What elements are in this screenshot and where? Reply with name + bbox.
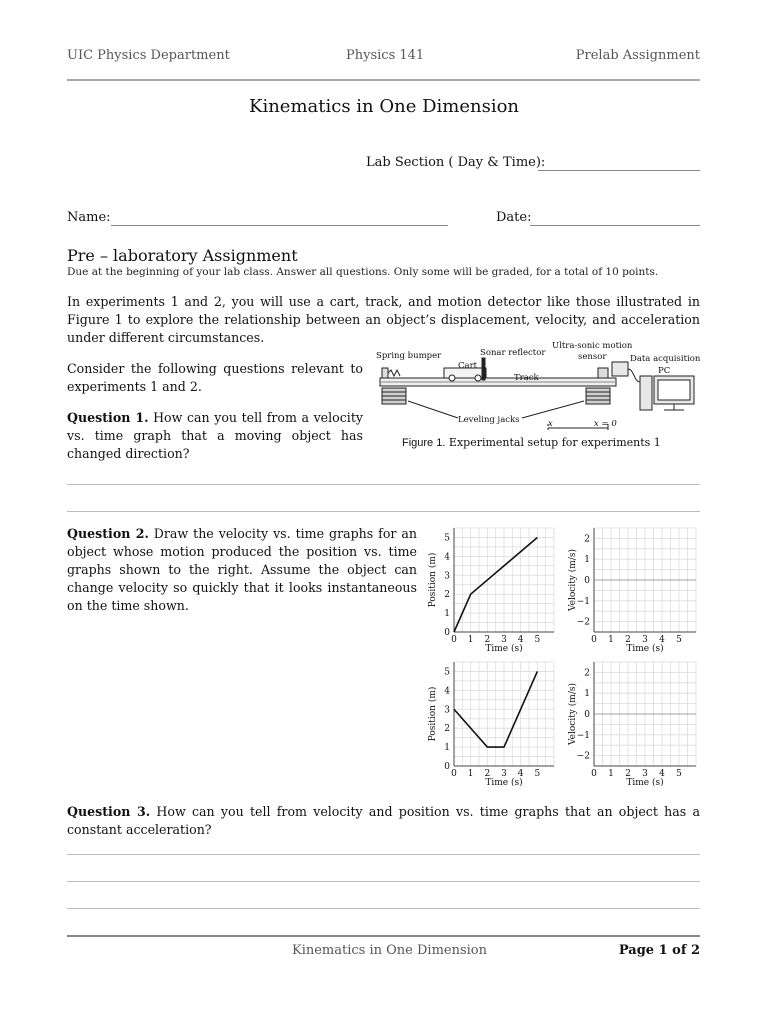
x-tick-label: 0 — [591, 635, 597, 645]
label-x0: x = 0 — [594, 419, 617, 429]
header-assignment: Prelab Assignment — [575, 48, 700, 63]
graph-velocity-1[interactable] — [564, 520, 700, 652]
x-tick-label: 0 — [591, 769, 597, 779]
y-axis-label: Velocity (m/s) — [568, 683, 578, 745]
header-department: UIC Physics Department — [67, 48, 230, 63]
x-axis-label: Time (s) — [485, 778, 523, 786]
question-1 — [67, 409, 363, 463]
date-label: Date: — [496, 210, 532, 225]
question-3-text: How can you tell from velocity and position vs. time graphs that an object has a constant acceleration? — [67, 804, 700, 837]
label-ultrasonic: Ultra-sonic motion — [552, 341, 633, 351]
x-axis-label: Time (s) — [626, 644, 664, 652]
consider-text: Consider the following questions relevant to experiments 1 and 2. — [67, 361, 363, 394]
x-tick-label: 5 — [676, 769, 682, 779]
question-2 — [67, 525, 417, 615]
name-label: Name: — [67, 210, 111, 225]
x-tick-label: 3 — [501, 635, 507, 645]
x-tick-label: 0 — [451, 769, 457, 779]
y-tick-label: 2 — [444, 590, 450, 601]
footer-title: Kinematics in One Dimension — [292, 943, 487, 958]
label-leveling-jacks: Leveling jacks — [458, 415, 520, 425]
section-heading: Pre – laboratory Assignment — [67, 246, 298, 265]
y-tick-label: 1 — [444, 743, 450, 754]
date-field[interactable] — [530, 225, 700, 226]
x-tick-label: 1 — [608, 769, 614, 779]
x-tick-label: 2 — [625, 769, 631, 779]
due-note: Due at the beginning of your lab class. Answer all questions. Only some will be graded, for a total of 10 points. — [67, 266, 659, 278]
graph-velocity-2[interactable] — [564, 654, 700, 786]
y-tick-label: −2 — [576, 617, 590, 628]
y-tick-label: 1 — [584, 555, 590, 566]
footer-rule — [67, 935, 700, 937]
figure-1-diagram — [372, 338, 702, 430]
answer-line[interactable] — [67, 881, 700, 882]
question-2-text: Draw the velocity vs. time graphs for an object whose motion produced the position vs. time graphs shown to the right. Assume the object can change velocity so quickly that it looks instantaneous on the time shown. — [67, 526, 417, 613]
x-tick-label: 4 — [517, 635, 524, 645]
label-sensor: sensor — [578, 352, 607, 362]
label-track: Track — [514, 373, 539, 383]
header-course: Physics 141 — [346, 48, 425, 63]
header-rule — [67, 79, 700, 81]
y-tick-label: 0 — [584, 710, 590, 720]
x-tick-label: 3 — [642, 635, 648, 645]
y-tick-label: −2 — [576, 751, 590, 762]
figure-1-caption — [402, 436, 661, 449]
y-tick-label: 0 — [444, 762, 450, 772]
y-tick-label: 3 — [444, 571, 450, 582]
figure-1-caption-label: Figure 1. — [402, 437, 446, 449]
x-tick-label: 3 — [642, 769, 648, 779]
x-tick-label: 4 — [659, 769, 665, 779]
answer-line[interactable] — [67, 511, 700, 512]
graph-position-2 — [424, 654, 558, 786]
answer-line[interactable] — [67, 854, 700, 855]
question-1-text: How can you tell from a velocity vs. time graph that a moving object has changed direction? — [67, 410, 363, 461]
label-pc: PC — [658, 366, 671, 376]
lab-section-label: Lab Section ( Day & Time): — [366, 155, 546, 170]
y-tick-label: 1 — [584, 689, 590, 700]
y-tick-label: 2 — [584, 668, 590, 679]
x-tick-label: 3 — [501, 769, 507, 779]
figure-1-caption-text: Experimental setup for experiments 1 — [448, 436, 661, 449]
x-tick-label: 5 — [676, 635, 682, 645]
x-tick-label: 5 — [534, 635, 541, 645]
lab-section-field[interactable] — [538, 170, 700, 171]
page-number: Page 1 of 2 — [618, 943, 700, 958]
question-1-label: Question 1. — [67, 410, 149, 425]
x-tick-label: 0 — [451, 635, 457, 645]
x-tick-label: 2 — [484, 769, 491, 779]
x-tick-label: 5 — [534, 769, 541, 779]
question-3-label: Question 3. — [67, 804, 151, 819]
y-tick-label: 1 — [444, 609, 450, 620]
y-tick-label: −1 — [576, 730, 590, 741]
y-tick-label: 0 — [444, 628, 450, 638]
x-tick-label: 1 — [608, 635, 614, 645]
x-tick-label: 1 — [467, 769, 474, 779]
label-x: x — [548, 419, 553, 429]
name-field[interactable] — [111, 225, 448, 226]
page-title: Kinematics in One Dimension — [249, 96, 519, 117]
x-axis-label: Time (s) — [626, 778, 664, 786]
label-spring-bumper: Spring bumper — [376, 351, 442, 361]
y-tick-label: −1 — [576, 596, 590, 607]
x-tick-label: 2 — [625, 635, 631, 645]
y-tick-label: 2 — [584, 534, 590, 545]
y-tick-label: 0 — [584, 576, 590, 586]
answer-line[interactable] — [67, 908, 700, 909]
x-tick-label: 2 — [484, 635, 491, 645]
intro-paragraph: In experiments 1 and 2, you will use a cart, track, and motion detector like those illustrated in Figure 1 to explore the relationship between an object’s displacement, velocity, and acceleration under different circumstances. — [67, 294, 700, 345]
y-tick-label: 3 — [444, 705, 450, 716]
graph-position-1 — [424, 520, 558, 652]
y-tick-label: 2 — [444, 724, 450, 735]
x-axis-label: Time (s) — [485, 644, 523, 652]
y-tick-label: 4 — [444, 552, 450, 563]
question-2-label: Question 2. — [67, 526, 149, 541]
question-3 — [67, 803, 700, 839]
y-tick-label: 5 — [444, 533, 450, 544]
y-axis-label: Position (m) — [428, 686, 438, 742]
label-cart: Cart — [458, 361, 478, 371]
y-tick-label: 5 — [444, 667, 450, 678]
answer-line[interactable] — [67, 484, 700, 485]
y-axis-label: Position (m) — [428, 552, 438, 608]
label-sonar-reflector: Sonar reflector — [480, 348, 546, 358]
label-daq: Data acquisition — [630, 354, 701, 364]
y-tick-label: 4 — [444, 686, 450, 697]
x-tick-label: 4 — [659, 635, 665, 645]
x-tick-label: 1 — [467, 635, 474, 645]
x-tick-label: 4 — [517, 769, 524, 779]
y-axis-label: Velocity (m/s) — [568, 549, 578, 611]
